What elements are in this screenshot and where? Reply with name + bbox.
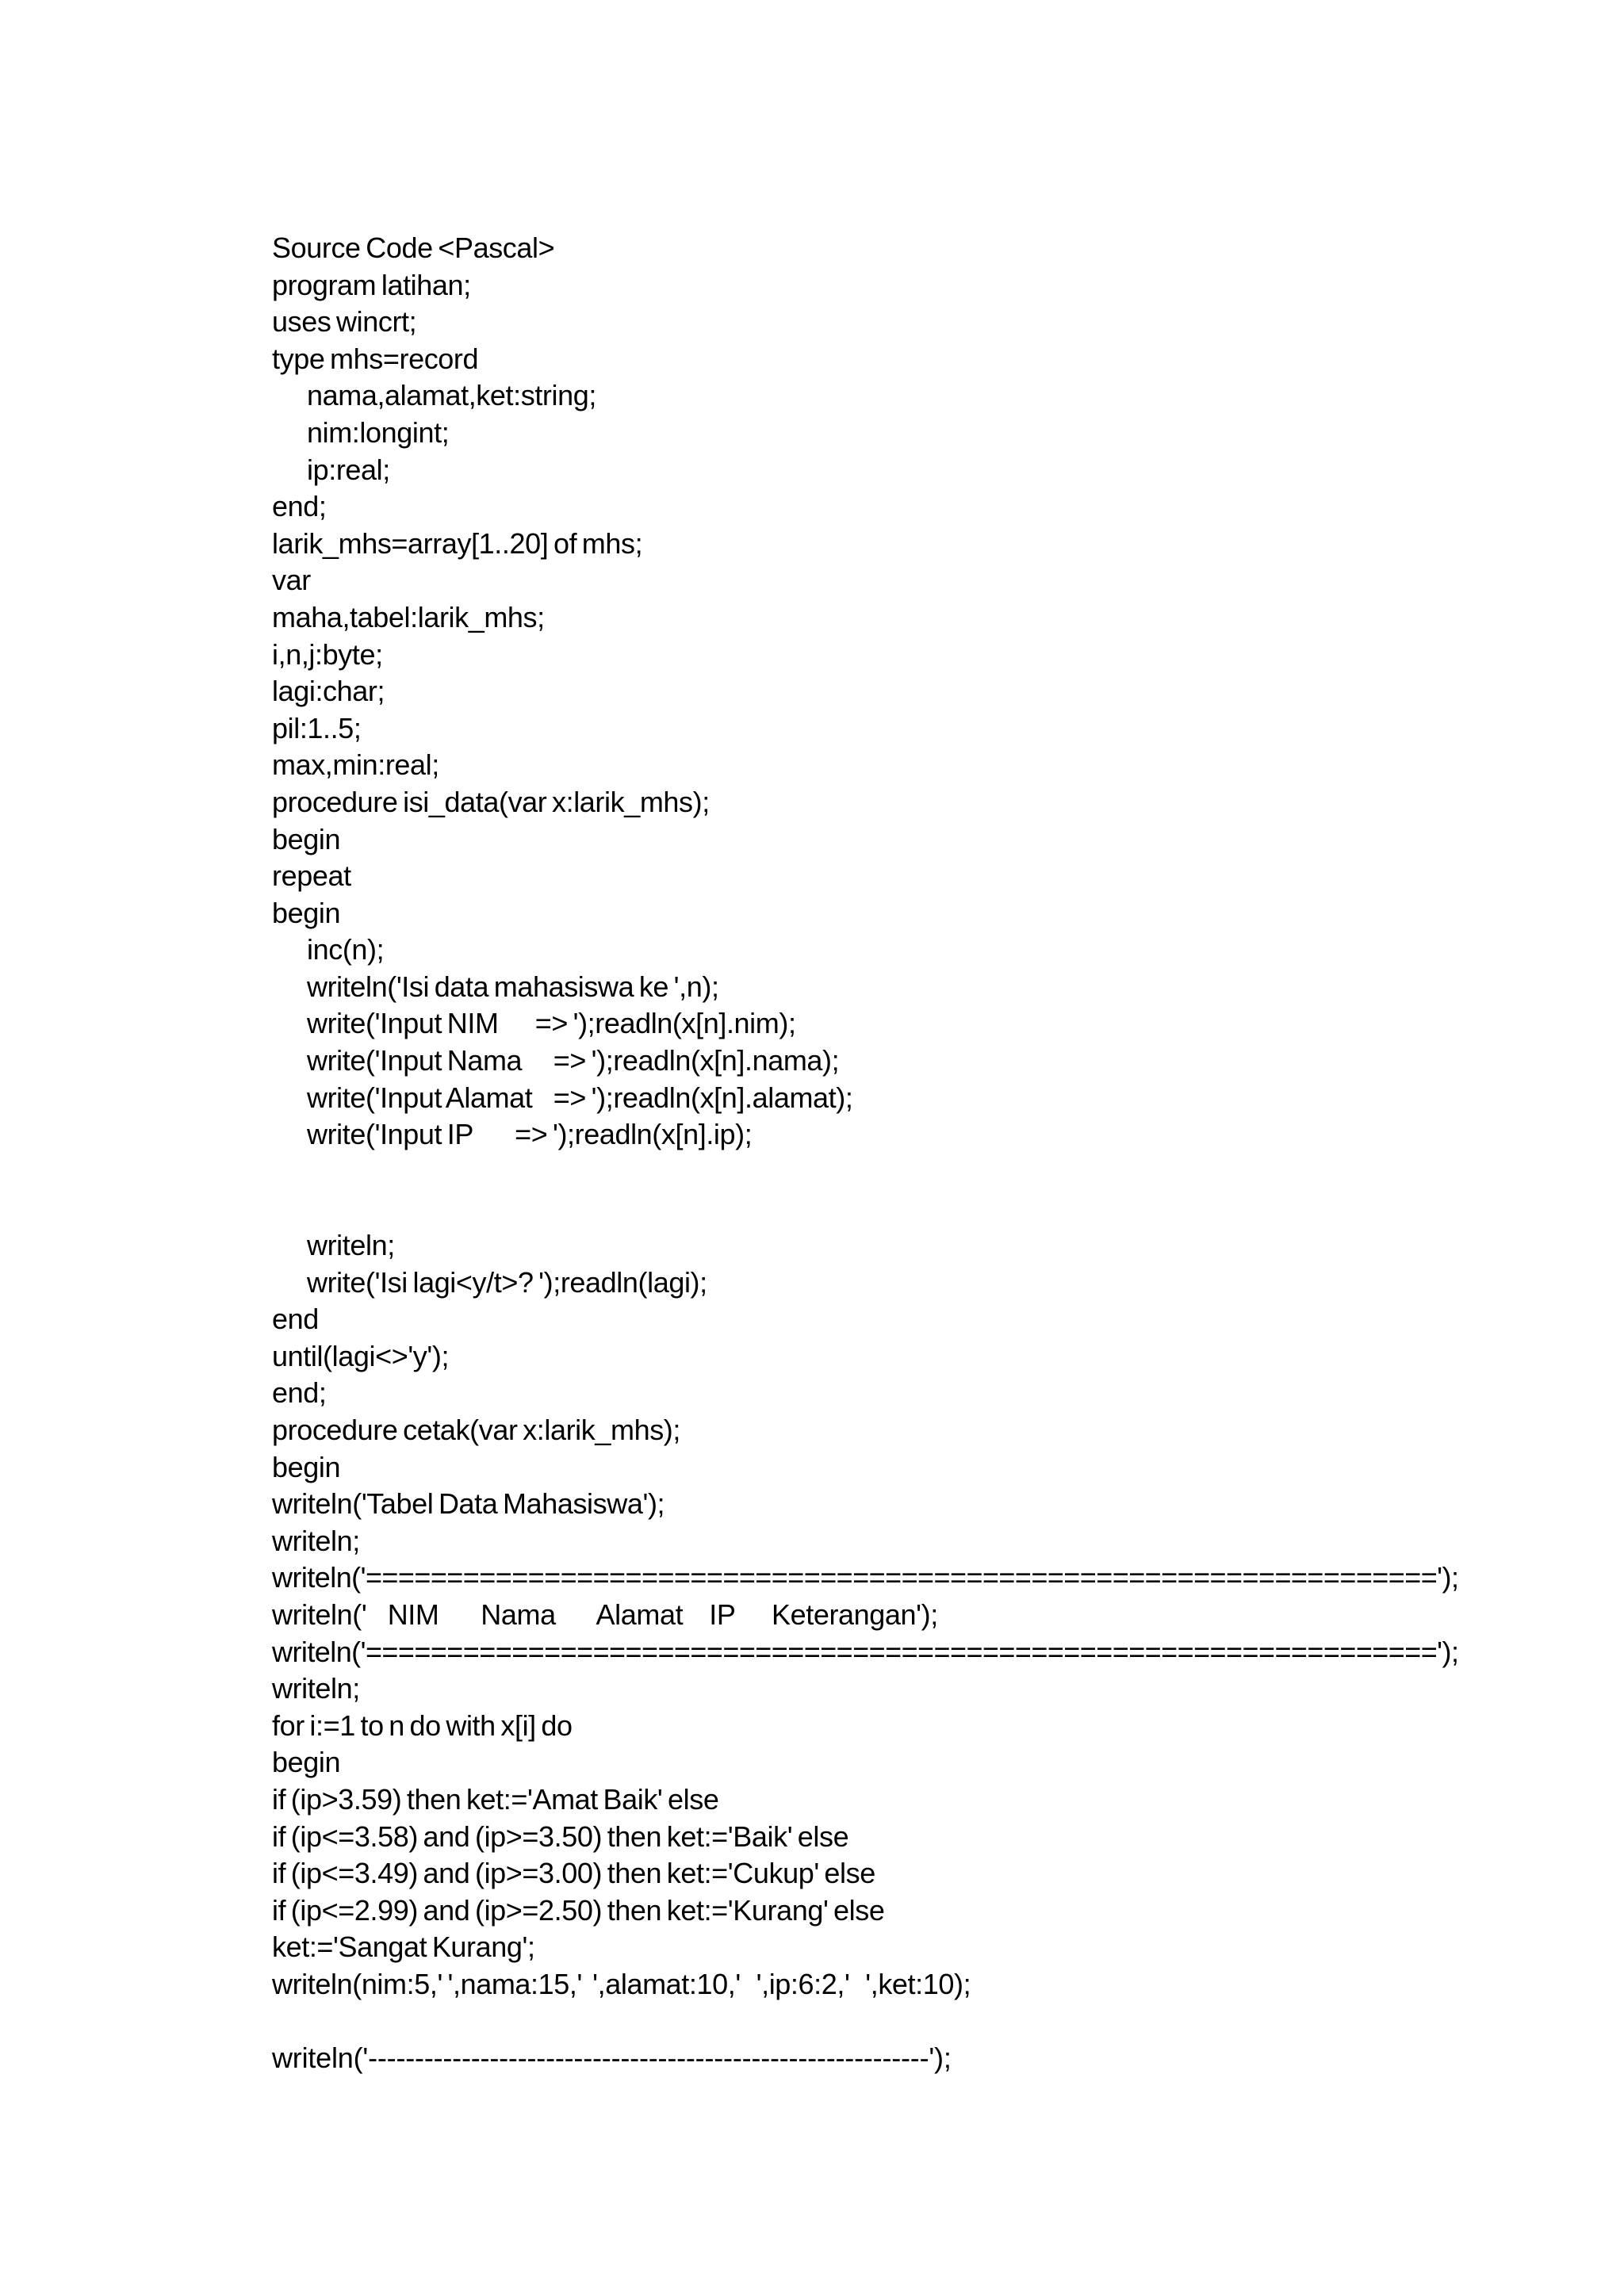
code-line: procedure isi_data(var x:larik_mhs); [272,785,710,818]
code-line: write('Isi lagi<y/t>? ');readln(lagi); [307,1265,707,1299]
code-line: writeln(' NIM Nama Alamat IP Keterangan'); [272,1598,938,1631]
code-line: uses wincrt; [272,305,417,339]
code-line: until(lagi<>'y'); [272,1339,450,1372]
code-line: ket:='Sangat Kurang'; [272,1931,535,1964]
code-line: begin [272,1746,341,1779]
code-line: program latihan; [272,268,471,301]
blank-line [272,1154,1620,1191]
code-line: write('Input Nama => ');readln(x[n].nama); [307,1044,840,1077]
blank-line [272,1190,1620,1227]
code-line: writeln('Tabel Data Mahasiswa'); [272,1487,665,1521]
code-line: begin [272,896,341,929]
code-line: begin [272,1450,341,1483]
code-line: begin [272,822,341,855]
code-line: larik_mhs=array[1..20] of mhs; [272,526,643,560]
code-heading: Source Code <Pascal> [272,232,555,264]
code-line: writeln('=================================================================='); [272,1635,1459,1668]
code-line: lagi:char; [272,675,385,708]
code-line: if (ip<=3.49) and (ip>=3.00) then ket:='Cukup' else [272,1857,875,1890]
code-line: end [272,1303,319,1336]
code-line: writeln(nim:5,' ',nama:15,' ',alamat:10,' ',ip:6:2,' ',ket:10); [272,1967,971,2000]
code-line: repeat [272,859,351,893]
code-line: write('Input NIM => ');readln(x[n].nim); [307,1007,796,1040]
code-line: nim:longint; [307,415,450,449]
code-line: i,n,j:byte; [272,637,383,671]
code-line: ip:real; [307,453,390,486]
code-line: end; [272,1376,327,1410]
code-line: writeln; [272,1524,360,1557]
code-line: nama,alamat,ket:string; [307,379,596,412]
code-line: procedure cetak(var x:larik_mhs); [272,1414,680,1446]
code-line: if (ip>3.59) then ket:='Amat Baik' else [272,1782,719,1816]
code-line: write('Input IP => ');readln(x[n].ip); [307,1118,753,1151]
code-line: if (ip<=2.99) and (ip>=2.50) then ket:='Kurang' else [272,1893,885,1927]
code-line: type mhs=record [272,342,479,375]
code-line: writeln; [272,1672,360,1705]
code-line: writeln; [307,1229,395,1262]
code-line: if (ip<=3.58) and (ip>=3.50) then ket:='Baik' else [272,1820,849,1853]
code-line: maha,tabel:larik_mhs; [272,600,545,633]
code-line: writeln('Isi data mahasiswa ke ',n); [307,970,719,1003]
code-line: max,min:real; [272,748,439,782]
code-line: end; [272,490,327,523]
code-line: inc(n); [307,933,385,966]
code-line: writeln('=================================================================='); [272,1561,1459,1594]
code-line: for i:=1 to n do with x[i] do [272,1709,573,1742]
code-line: writeln('------------------------------------------------------------'); [272,2042,952,2075]
code-line: var [272,564,311,597]
code-line: write('Input Alamat => ');readln(x[n].alamat); [307,1081,853,1114]
blank-line [272,2003,1620,2041]
pascal-source-code [272,230,1620,2077]
code-line: pil:1..5; [272,711,362,744]
